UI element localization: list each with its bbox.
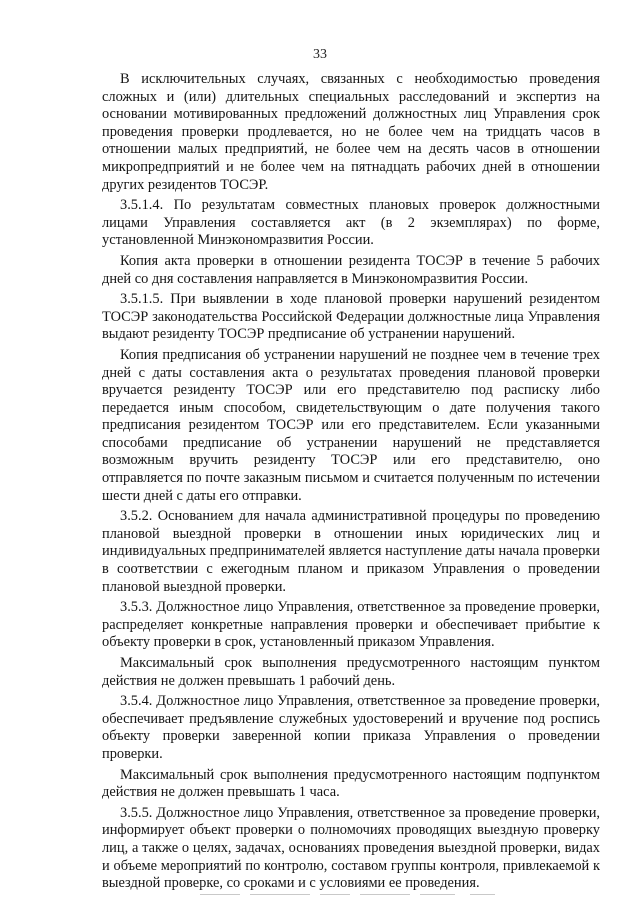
- paragraph: 3.5.3. Должностное лицо Управления, ответственное за проведение проверки, распределяет конкретные направления проверки и обеспечивает прибытие к объекту проверки в срок, установленный приказом Управления.: [102, 599, 600, 651]
- paragraph: 3.5.4. Должностное лицо Управления, ответственное за проведение проверки, обеспечивает предъявление служебных удостоверений и вручение под роспись объекту проверки заверенной копии приказа Управления о проведении проверки.: [102, 693, 600, 762]
- paragraph: 3.5.5. Должностное лицо Управления, ответственное за проведение проверки, информирует объект проверки о полномочиях проводящих выездную проверку лиц, а также о целях, задачах, основаниях проведения выездной проверки, видах и объеме мероприятий по контролю, составом группы контроля, привлекаемой к выездной проверке, со сроками и с условиями ее проведения.: [102, 804, 600, 892]
- paragraph: В исключительных случаях, связанных с необходимостью проведения сложных и (или) длительных специальных расследований и экспертиз на основании мотивированных предложений должностных лиц Управления срок проведения проверки продлевается, но не более чем на тридцать часов в отношении малых предприятий, не более чем на десять часов в отношении микропредприятий и не более чем на пятнадцать рабочих дней в отношении других резидентов ТОСЭР.: [102, 71, 600, 193]
- page-number: 33: [313, 47, 327, 62]
- document-body: [102, 71, 600, 896]
- paragraph: 3.5.2. Основанием для начала административной процедуры по проведению плановой выездной проверки в отношении иных юридических лиц и индивидуальных предпринимателей является наступление даты начала проверки в соответствии с ежегодным планом и приказом Управления о проведении плановой выездной проверки.: [102, 508, 600, 595]
- paragraph: Копия предписания об устранении нарушений не позднее чем в течение трех дней с даты составления акта о результатах проведения плановой проверки вручается резиденту ТОСЭР или его представителю под расписку либо передается иным способом, свидетельствующим о дате получения такого предписания резидентом ТОСЭР или его представителем. Если указанными способами предписание об устранении нарушений не представляется возможным вручить резиденту ТОСЭР или его представителю, оно отправляется по почте заказным письмом и считается полученным по истечении шести дней с даты его отправки.: [102, 346, 600, 504]
- paragraph: 3.5.1.5. При выявлении в ходе плановой проверки нарушений резидентом ТОСЭР законодательства Российской Федерации должностные лица Управления выдают резиденту ТОСЭР предписание об устранении нарушений.: [102, 291, 600, 343]
- scan-artifact: [0, 888, 640, 900]
- paragraph: 3.5.1.4. По результатам совместных плановых проверок должностными лицами Управления составляется акт (в 2 экземплярах) по форме, установленной Минэкономразвития России.: [102, 197, 600, 249]
- paragraph: Копия акта проверки в отношении резидента ТОСЭР в течение 5 рабочих дней со дня составления направляется в Минэкономразвития России.: [102, 252, 600, 287]
- paragraph: Максимальный срок выполнения предусмотренного настоящим подпунктом действия не должен превышать 1 часа.: [102, 766, 600, 801]
- paragraph: Максимальный срок выполнения предусмотренного настоящим пунктом действия не должен превышать 1 рабочий день.: [102, 655, 600, 689]
